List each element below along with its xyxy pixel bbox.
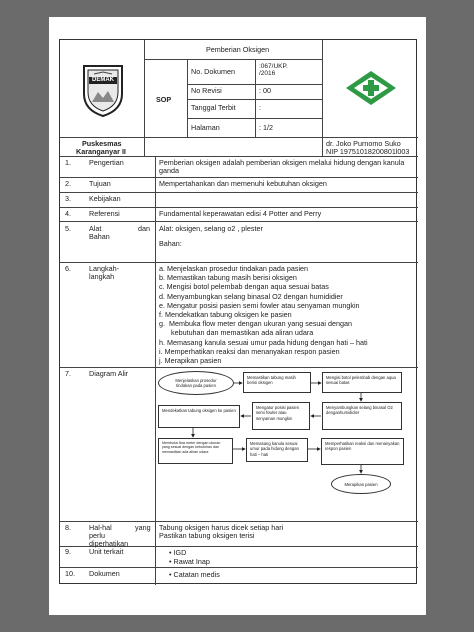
section-10-label: Dokumen [89,569,120,578]
step-item: h. Memasang kanula sesuai umur pada hidung dengan hati – hati [159,337,368,347]
section-2-label: Tujuan [89,179,111,188]
section-6-label-2: langkah [89,272,115,281]
org-name-line1: Puskesmas [82,139,122,148]
issue-date-label: Tanggal Terbit [191,103,236,112]
section-5-number: 5. [65,224,71,233]
flow-node-5: Mengatur posisi pasien semi fowler atau senyaman mungkin [252,402,310,430]
section-8-label-3: diperhatikan [89,539,129,548]
note-line-2: Pastikan tabung oksigen terisi [159,531,255,540]
unit-item: • Rawat Inap [169,557,210,566]
section-4-label: Referensi [89,209,120,218]
definition-text: Pemberian oksigen adalah pemberian oksigen melalui hidung dengan kanula ganda [159,158,405,176]
document-title: Pemberian Oksigen [206,45,270,54]
sop-table [59,39,417,584]
section-5-label-dan: dan [138,224,150,233]
step-item: e. Mengatur posisi pasien semi fowler atau senyaman mungkin [159,300,360,310]
issue-date-value: : [259,103,261,112]
section-7-number: 7. [65,369,71,378]
section-6-number: 6. [65,264,71,273]
document-page [49,17,426,615]
flow-node-9: Memperhatikan reaksi dan menanyakan respon pasien [321,438,404,465]
step-item: d. Menyambungkan selang binasal O2 dengan humididier [159,291,343,301]
tools-text: Alat: oksigen, selang o2 , plester [159,224,263,233]
revision-label: No Revisi [191,86,222,95]
flow-node-8: Memasang kanula sesuai umur pada hidung dengan hati – hati [246,438,308,462]
page-value: : 1/2 [259,123,273,132]
flow-node-10: Merapikan pasien [331,474,391,494]
documents-list [159,570,220,579]
flow-node-3: Mengisi botol pelembab dengan aqua sesuai batas [322,372,402,393]
section-7-label: Diagram Alir [89,369,129,378]
demak-logo [80,62,126,118]
puskesmas-logo [345,70,397,106]
section-1-number: 1. [65,158,71,167]
step-item: f. Mendekatkan tabung oksigen ke pasien [159,309,292,319]
doc-number-label: No. Dokumen [191,67,235,76]
section-9-label: Unit terkait [89,547,124,556]
step-item: j. Merapikan pasien [159,355,222,365]
unit-item: • IGD [169,548,210,557]
section-5-label-2: Bahan [89,232,110,241]
document-item: • Catatan medis [169,570,220,579]
section-10-number: 10. [65,569,75,578]
flow-node-7: Membuka flow meter dengan ukuran yang sesuai dengan kebutuhan dan memastikan ada aliran udara [158,438,233,464]
related-units-list [159,548,210,566]
logo-label: DEMAK [92,76,114,83]
signatory-nip: NIP 19751018200801l003 [326,147,410,156]
page-label: Halaman [191,123,220,132]
section-8-label-2: perlu [89,531,105,540]
materials-text: Bahan: [159,239,182,248]
step-item: i. Memperhatikan reaksi dan menanyakan respon pasien [159,346,340,356]
section-1-label: Pengertian [89,158,124,167]
section-2-number: 2. [65,179,71,188]
flow-node-2: Memastikan tabung masih berisi oksigen [243,372,311,393]
section-5-label-1: Alat [89,224,102,233]
flow-node-4: Menyambungkan selang binasal O2 denganhumididier [322,402,402,430]
step-item: c. Mengisi botol pelembab dengan aqua sesuai batas [159,282,329,292]
section-8-number: 8. [65,523,71,532]
flow-node-6: Mendekatkan tabung oksigen ke pasien [158,405,240,428]
step-item: a. Menjelaskan prosedur tindakan pada pasien [159,264,309,273]
flow-node-1: Menjelaskan prosedur tindakan pada pasien [158,371,234,395]
flowchart [156,368,418,521]
section-8-label-yang: yang [135,523,151,532]
revision-value: : 00 [259,86,271,95]
signatory-name: dr. Joko Purnomo Suko [326,139,401,148]
note-line-1: Tabung oksigen harus dicek setiap hari [159,523,284,532]
reference-text: Fundamental keperawatan edisi 4 Potter and Perry [159,209,322,218]
org-name-line2: Karanganyar II [76,147,126,156]
section-9-number: 9. [65,547,71,556]
section-3-number: 3. [65,194,71,203]
step-item: g. Membuka flow meter dengan ukuran yang sesuai dengan [159,319,352,329]
step-item: kebutuhan dan memastikan ada aliran udara [159,328,314,338]
step-item: b. Memastikan tabung masih berisi oksigen [159,273,297,283]
doc-number-value: :067/UKP. /2016 [259,63,288,78]
steps-list [159,265,415,366]
sop-label: SOP [156,95,172,104]
section-3-label: Kebijakan [89,194,121,203]
purpose-text: Mempertahankan dan memenuhi kebutuhan oksigen [159,179,327,188]
section-6-label-1: Langkah- [89,264,119,273]
section-8-label-1: Hal-hal [89,523,112,532]
section-4-number: 4. [65,209,71,218]
